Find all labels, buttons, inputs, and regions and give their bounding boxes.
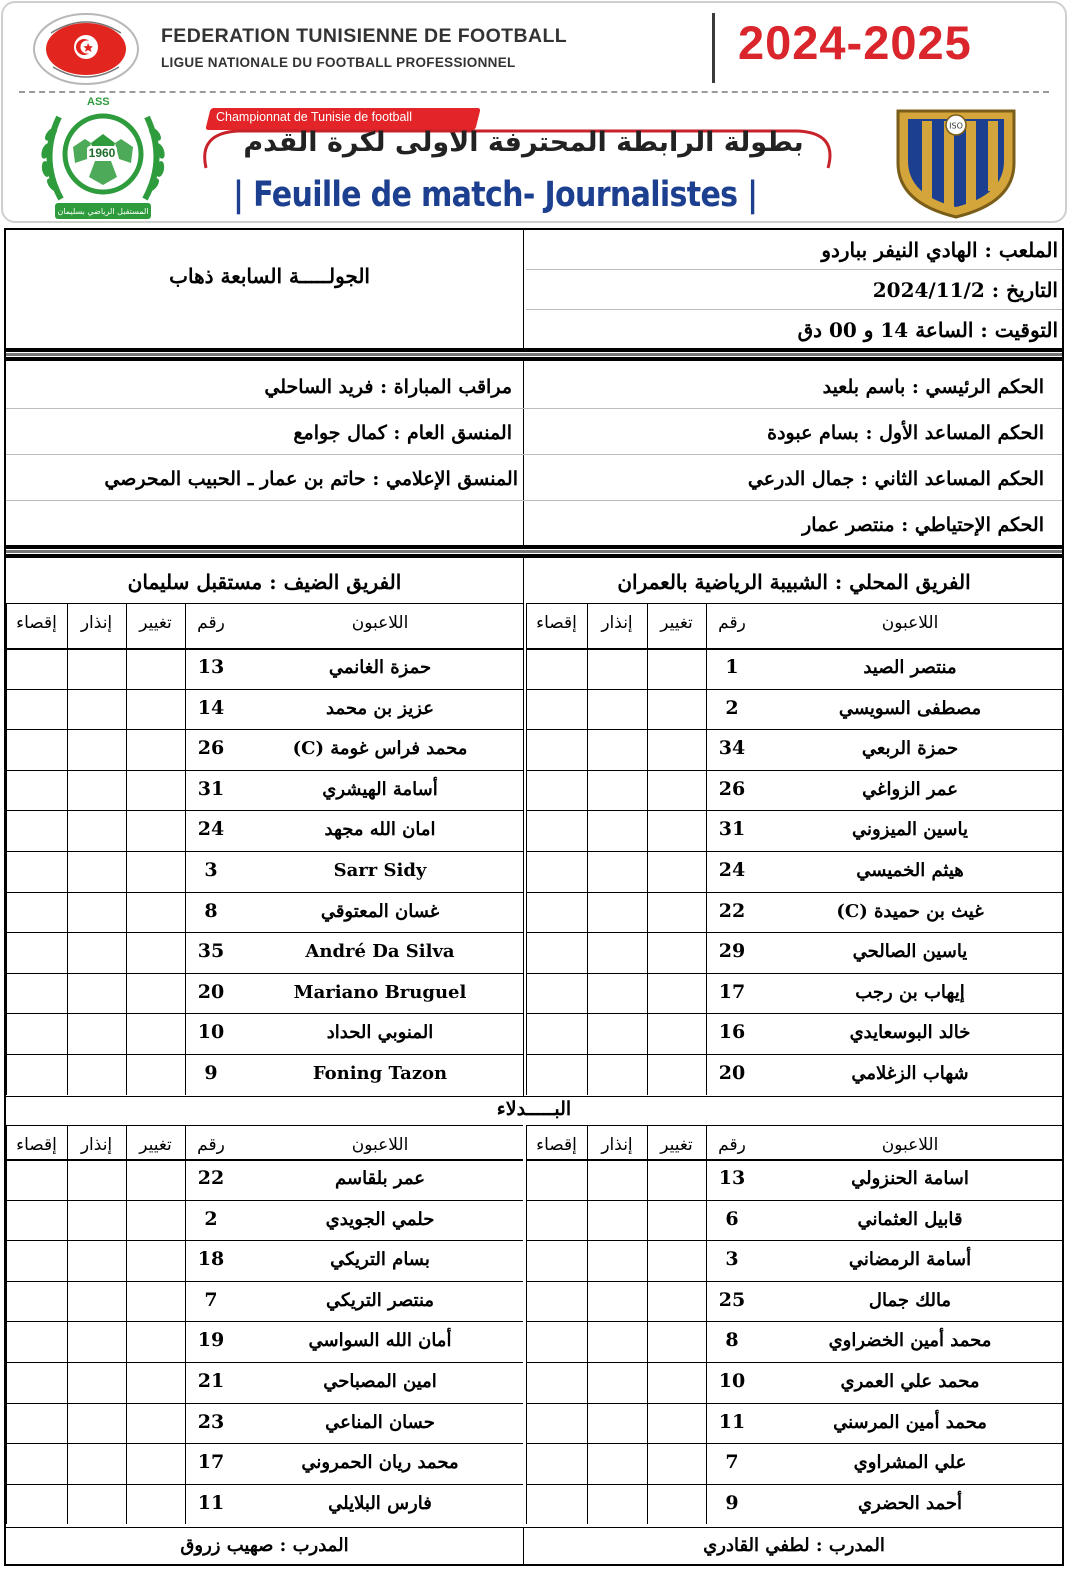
home-player-number: 34	[718, 737, 746, 760]
home-warn-cell[interactable]	[587, 1362, 647, 1403]
home-name-column-header: اللاعبون	[881, 613, 939, 633]
away-change-cell[interactable]	[126, 1443, 185, 1484]
home-num-column-header: رقم	[718, 613, 746, 633]
away-player-number: 19	[197, 1329, 225, 1352]
away-warn-cell[interactable]	[67, 810, 126, 851]
home-warn-cell[interactable]	[587, 1200, 647, 1241]
round-label: الجولـــــة السابعة ذهاب	[169, 264, 370, 288]
away-warn-cell[interactable]	[67, 729, 126, 770]
home-change-cell[interactable]	[647, 1321, 706, 1362]
header-dashed-divider	[19, 91, 1049, 93]
away-warn-cell[interactable]	[67, 1362, 126, 1403]
away-change-cell[interactable]	[126, 1362, 185, 1403]
away-change-cell[interactable]	[126, 770, 185, 811]
away-change-cell[interactable]	[126, 1281, 185, 1322]
away-player-number: 31	[197, 777, 225, 800]
away-player-name: André Da Silva	[305, 941, 455, 963]
away-player-number: 13	[197, 656, 225, 678]
home-warn-cell[interactable]	[587, 810, 647, 851]
away-player-number: 26	[197, 737, 225, 760]
away-exp-cell[interactable]	[6, 1362, 67, 1403]
home-player-name: ياسين الصالحي	[852, 941, 968, 963]
away-warn-cell[interactable]	[67, 973, 126, 1014]
away-player-name: Sarr Sidy	[333, 860, 427, 881]
home-num-column-header: رقم	[718, 1135, 746, 1155]
home-exp-cell[interactable]	[526, 648, 587, 689]
header-divider	[712, 13, 715, 83]
home-change-cell[interactable]	[647, 1484, 706, 1525]
away-change-cell[interactable]	[126, 1321, 185, 1362]
home-exp-cell[interactable]	[526, 1281, 587, 1322]
away-exp-cell[interactable]	[6, 1013, 67, 1054]
away-player-name: منتصر التريكي	[325, 1289, 435, 1311]
away-warn-cell[interactable]	[67, 648, 126, 689]
championship-label: Championnat de Tunisie de football	[216, 110, 412, 124]
away-exp-cell[interactable]	[6, 1281, 67, 1322]
away-change-cell[interactable]	[126, 810, 185, 851]
home-warn-cell[interactable]	[587, 729, 647, 770]
home-player-name: ياسين الميزوني	[852, 819, 968, 841]
home-change-cell[interactable]	[647, 1054, 706, 1095]
away-num-column-header: رقم	[197, 1135, 225, 1155]
away-warn-cell[interactable]	[67, 892, 126, 933]
away-warn-cell[interactable]	[67, 1281, 126, 1322]
home-change-cell[interactable]	[647, 932, 706, 973]
referee-label: الحكم الرئيسي : باسم بلعيد	[822, 376, 1044, 398]
home-player-name: مالك جمال	[868, 1289, 952, 1311]
away-exp-cell[interactable]	[6, 729, 67, 770]
home-warn-column-header: إنذار	[601, 1135, 633, 1155]
home-change-cell[interactable]	[647, 1443, 706, 1484]
home-player-number: 2	[725, 696, 739, 719]
away-exp-cell[interactable]	[6, 892, 67, 933]
home-change-column-header: تغيير	[660, 613, 693, 633]
away-warn-cell[interactable]	[67, 1013, 126, 1054]
home-player-name: علي المشراوي	[853, 1452, 967, 1474]
home-player-number: 17	[718, 980, 746, 1003]
home-warn-column-header: إنذار	[601, 613, 633, 633]
away-change-cell[interactable]	[126, 932, 185, 973]
home-exp-cell[interactable]	[526, 1200, 587, 1241]
away-player-name: المنوبي الحداد	[326, 1022, 434, 1044]
away-warn-cell[interactable]	[67, 770, 126, 811]
away-exp-cell[interactable]	[6, 1159, 67, 1200]
home-player-name: أحمد الحضري	[858, 1492, 962, 1514]
away-player-number: 20	[197, 980, 225, 1003]
home-change-cell[interactable]	[647, 689, 706, 730]
home-change-cell[interactable]	[647, 1281, 706, 1322]
away-coach-label: المدرب : صهيب زروق	[180, 1535, 349, 1556]
home-player-number: 6	[725, 1207, 739, 1230]
away-player-number: 7	[204, 1288, 218, 1311]
away-exp-cell[interactable]	[6, 810, 67, 851]
officials-row-line	[6, 500, 1062, 501]
away-player-number: 3	[204, 859, 218, 881]
home-player-name: خالد البوسعايدي	[849, 1022, 971, 1044]
stadium-label: الملعب : الهادي النيفر بباردو	[821, 238, 1058, 262]
away-player-name: عزيز بن محمد	[326, 697, 434, 719]
assistant1-label: الحكم المساعد الأول : بسام عبودة	[767, 422, 1044, 444]
section-separator	[6, 545, 1062, 558]
sheet-title: | Feuille de match- Journalistes |	[233, 175, 758, 215]
info-row-line	[526, 309, 1062, 310]
home-player-name: محمد أمين المرسني	[833, 1411, 987, 1433]
home-exp-cell[interactable]	[526, 1159, 587, 1200]
home-exp-cell[interactable]	[526, 892, 587, 933]
home-change-cell[interactable]	[647, 648, 706, 689]
home-logo-caption: المستقبل الرياضي بسليمان	[57, 207, 149, 216]
away-player-name: بسام التريكي	[330, 1249, 430, 1271]
home-player-number: 26	[718, 777, 746, 800]
home-player-name: شهاب الزغلامي	[851, 1063, 969, 1084]
away-player-name: Foning Tazon	[312, 1063, 448, 1084]
home-player-name: قابيل العثماني	[857, 1208, 963, 1230]
away-player-number: 21	[197, 1370, 225, 1392]
home-change-cell[interactable]	[647, 1200, 706, 1241]
away-player-name: فارس البلايلي	[328, 1492, 432, 1514]
away-change-cell[interactable]	[126, 1013, 185, 1054]
home-warn-cell[interactable]	[587, 892, 647, 933]
home-warn-cell[interactable]	[587, 1403, 647, 1444]
club-logo-abbr: ASS	[87, 96, 110, 108]
media-coordinator-label: المنسق الإعلامي : حاتم بن عمار ـ الحبيب المحرصي	[104, 468, 518, 490]
home-change-cell[interactable]	[647, 1362, 706, 1403]
away-exp-cell[interactable]	[6, 1200, 67, 1241]
away-change-cell[interactable]	[126, 892, 185, 933]
officials-row-line	[6, 408, 1062, 409]
away-player-number: 14	[197, 696, 225, 719]
home-player-number: 10	[718, 1370, 746, 1392]
home-player-number: 25	[718, 1288, 746, 1311]
away-player-number: 10	[197, 1021, 225, 1044]
home-player-number: 20	[718, 1062, 746, 1084]
home-exp-column-header: إقصاء	[536, 613, 577, 633]
info-row-line	[526, 269, 1062, 270]
away-exp-cell[interactable]	[6, 851, 67, 892]
home-name-column-header: اللاعبون	[881, 1135, 939, 1155]
away-change-cell[interactable]	[126, 1200, 185, 1241]
home-warn-cell[interactable]	[587, 932, 647, 973]
away-player-name: أسامة الهيشري	[322, 778, 438, 800]
away-player-number: 11	[197, 1491, 225, 1514]
away-player-name: غسان المعتوقي	[320, 900, 440, 922]
home-player-number: 24	[718, 859, 746, 881]
home-player-number: 7	[725, 1451, 739, 1474]
away-player-name: حسان المناعي	[325, 1411, 435, 1433]
away-exp-cell[interactable]	[6, 1054, 67, 1095]
home-warn-cell[interactable]	[587, 1013, 647, 1054]
away-exp-cell[interactable]	[6, 1240, 67, 1281]
away-player-number: 8	[204, 899, 218, 922]
home-warn-cell[interactable]	[587, 1159, 647, 1200]
home-warn-cell[interactable]	[587, 770, 647, 811]
substitutes-title: البـــــدلاء	[496, 1098, 572, 1120]
away-player-number: 18	[197, 1248, 225, 1271]
home-change-column-header: تغيير	[660, 1135, 693, 1155]
away-player-number: 9	[204, 1062, 218, 1084]
table-header-line	[6, 603, 523, 604]
home-change-cell[interactable]	[647, 1013, 706, 1054]
home-warn-cell[interactable]	[587, 1321, 647, 1362]
away-player-number: 2	[204, 1207, 218, 1230]
home-player-number: 31	[718, 818, 746, 841]
home-player-number: 16	[718, 1021, 746, 1044]
home-player-name: محمد علي العمري	[840, 1371, 980, 1392]
season-label: 2024-2025	[738, 16, 972, 69]
home-exp-cell[interactable]	[526, 1403, 587, 1444]
header-banner	[1, 1, 1067, 223]
away-team-title: الفريق الضيف : مستقبل سليمان	[127, 570, 402, 594]
home-exp-cell[interactable]	[526, 1054, 587, 1095]
away-change-cell[interactable]	[126, 1484, 185, 1525]
away-exp-column-header: إقصاء	[16, 1135, 57, 1155]
away-exp-cell[interactable]	[6, 973, 67, 1014]
away-name-column-header: اللاعبون	[351, 1135, 409, 1155]
away-warn-cell[interactable]	[67, 1240, 126, 1281]
away-warn-cell[interactable]	[67, 1484, 126, 1525]
home-exp-cell[interactable]	[526, 770, 587, 811]
table-header-line	[526, 1125, 1062, 1126]
home-exp-cell[interactable]	[526, 689, 587, 730]
home-exp-cell[interactable]	[526, 810, 587, 851]
away-player-name: امان الله مجهد	[324, 819, 436, 841]
away-exp-cell[interactable]	[6, 770, 67, 811]
home-player-number: 1	[725, 656, 739, 678]
league-arabic-title: بطولة الرابطة المحترفة الاولى لكرة القدم	[243, 127, 804, 158]
home-player-name: منتصر الصيد	[863, 657, 957, 678]
home-player-number: 11	[718, 1410, 746, 1433]
home-club-logo-icon	[888, 103, 1024, 219]
home-warn-cell[interactable]	[587, 1484, 647, 1525]
home-warn-cell[interactable]	[587, 1240, 647, 1281]
club-iso-label: ISO	[949, 121, 963, 131]
home-exp-cell[interactable]	[526, 1362, 587, 1403]
home-change-cell[interactable]	[647, 892, 706, 933]
away-change-cell[interactable]	[126, 1159, 185, 1200]
home-change-cell[interactable]	[647, 770, 706, 811]
away-change-cell[interactable]	[126, 648, 185, 689]
home-player-number: 3	[725, 1248, 739, 1271]
away-warn-cell[interactable]	[67, 851, 126, 892]
home-player-name: محمد أمين الخضراوي	[828, 1330, 992, 1352]
home-player-name: إيهاب بن رجب	[855, 981, 965, 1003]
home-exp-cell[interactable]	[526, 1240, 587, 1281]
away-warn-cell[interactable]	[67, 932, 126, 973]
club-logo-year: 1960	[88, 146, 116, 160]
away-player-number: 35	[197, 940, 225, 963]
league-name: LIGUE NATIONALE DU FOOTBALL PROFESSIONNEL	[161, 55, 516, 70]
time-label: التوقيت : الساعة 14 و 00 دق	[797, 318, 1058, 342]
away-exp-cell[interactable]	[6, 1403, 67, 1444]
home-warn-cell[interactable]	[587, 973, 647, 1014]
home-player-name: اسامة الحنزولي	[851, 1168, 969, 1189]
home-exp-cell[interactable]	[526, 1321, 587, 1362]
match-observer-label: مراقب المباراة : فريد الساحلي	[264, 376, 512, 398]
section-separator	[6, 348, 1062, 361]
home-coach-label: المدرب : لطفي القادري	[703, 1535, 885, 1556]
away-warn-cell[interactable]	[67, 689, 126, 730]
home-change-cell[interactable]	[647, 851, 706, 892]
away-change-column-header: تغيير	[139, 1135, 172, 1155]
home-change-cell[interactable]	[647, 729, 706, 770]
away-change-cell[interactable]	[126, 689, 185, 730]
home-player-name: حمزة الربعي	[861, 738, 959, 760]
home-away-club-logo-icon	[33, 99, 173, 221]
home-player-name: غيث بن حميدة (C)	[836, 900, 984, 922]
away-warn-cell[interactable]	[67, 1159, 126, 1200]
table-header-line	[526, 603, 1062, 604]
home-exp-cell[interactable]	[526, 851, 587, 892]
home-exp-cell[interactable]	[526, 973, 587, 1014]
away-change-column-header: تغيير	[139, 613, 172, 633]
away-warn-column-header: إنذار	[80, 1135, 113, 1155]
away-warn-cell[interactable]	[67, 1321, 126, 1362]
home-exp-cell[interactable]	[526, 1013, 587, 1054]
away-exp-cell[interactable]	[6, 1443, 67, 1484]
home-change-cell[interactable]	[647, 1240, 706, 1281]
home-warn-cell[interactable]	[587, 1443, 647, 1484]
info-divider	[523, 230, 524, 348]
away-change-cell[interactable]	[126, 851, 185, 892]
away-warn-cell[interactable]	[67, 1403, 126, 1444]
home-exp-cell[interactable]	[526, 1443, 587, 1484]
home-team-title: الفريق المحلي : الشبيبة الرياضية بالعمران	[617, 570, 971, 594]
home-change-cell[interactable]	[647, 973, 706, 1014]
away-change-cell[interactable]	[126, 1403, 185, 1444]
away-warn-column-header: إنذار	[80, 613, 113, 633]
home-player-name: مصطفى السويسي	[838, 697, 982, 719]
home-player-name: هيثم الخميسي	[856, 860, 964, 881]
away-player-number: 22	[197, 1167, 225, 1189]
away-change-cell[interactable]	[126, 1240, 185, 1281]
teams-divider	[523, 558, 524, 1096]
away-exp-cell[interactable]	[6, 932, 67, 973]
home-warn-cell[interactable]	[587, 689, 647, 730]
away-warn-cell[interactable]	[67, 1054, 126, 1095]
away-exp-cell[interactable]	[6, 1321, 67, 1362]
away-player-name: Mariano Bruguel	[293, 981, 467, 1003]
away-change-cell[interactable]	[126, 973, 185, 1014]
home-player-number: 8	[725, 1329, 739, 1352]
away-player-name: أمان الله السواسي	[308, 1330, 452, 1352]
officials-row-line	[6, 454, 1062, 455]
federation-logo-icon	[31, 11, 141, 87]
away-change-cell[interactable]	[126, 1054, 185, 1095]
away-name-column-header: اللاعبون	[351, 613, 409, 633]
table-header-line	[6, 1125, 523, 1126]
fourth-official-label: الحكم الإحتياطي : منتصر عمار	[802, 514, 1044, 536]
home-exp-cell[interactable]	[526, 1484, 587, 1525]
away-warn-cell[interactable]	[67, 1443, 126, 1484]
home-player-name: أسامة الرمضاني	[848, 1249, 972, 1271]
away-change-cell[interactable]	[126, 729, 185, 770]
away-exp-cell[interactable]	[6, 648, 67, 689]
home-player-number: 9	[725, 1491, 739, 1514]
federation-name: FEDERATION TUNISIENNE DE FOOTBALL	[161, 25, 568, 47]
home-change-cell[interactable]	[647, 1159, 706, 1200]
away-player-number: 24	[197, 818, 225, 841]
coach-divider	[523, 1527, 524, 1564]
home-player-name: عمر الزواغي	[862, 778, 958, 800]
away-player-name: عمر بلقاسم	[335, 1168, 425, 1189]
away-player-number: 23	[197, 1410, 225, 1433]
general-coordinator-label: المنسق العام : كمال جوامع	[293, 422, 512, 444]
home-player-number: 22	[718, 899, 746, 922]
home-warn-cell[interactable]	[587, 851, 647, 892]
away-player-number: 17	[197, 1451, 225, 1474]
substitutes-line	[6, 1096, 1062, 1097]
coach-line	[6, 1527, 1062, 1528]
home-exp-cell[interactable]	[526, 932, 587, 973]
away-player-name: محمد فراس غومة (C)	[292, 738, 468, 760]
home-warn-cell[interactable]	[587, 1281, 647, 1322]
home-warn-cell[interactable]	[587, 648, 647, 689]
home-change-cell[interactable]	[647, 810, 706, 851]
officials-divider	[523, 361, 524, 545]
away-exp-cell[interactable]	[6, 689, 67, 730]
date-label: التاريخ : 2024/11/2	[872, 278, 1058, 302]
away-player-name: محمد ريان الحمروني	[301, 1452, 459, 1474]
assistant2-label: الحكم المساعد الثاني : جمال الدرعي	[747, 468, 1044, 490]
away-num-column-header: رقم	[197, 613, 225, 633]
home-exp-cell[interactable]	[526, 729, 587, 770]
home-player-number: 29	[718, 940, 746, 963]
away-exp-cell[interactable]	[6, 1484, 67, 1525]
home-warn-cell[interactable]	[587, 1054, 647, 1095]
away-player-name: حلمي الجويدي	[325, 1208, 435, 1230]
match-sheet-table	[4, 228, 1064, 1566]
away-warn-cell[interactable]	[67, 1200, 126, 1241]
home-player-number: 13	[718, 1167, 746, 1189]
home-change-cell[interactable]	[647, 1403, 706, 1444]
home-exp-column-header: إقصاء	[536, 1135, 577, 1155]
away-player-name: امين المصباحي	[323, 1371, 437, 1392]
away-exp-column-header: إقصاء	[16, 613, 57, 633]
away-player-name: حمزة الغانمي	[328, 657, 432, 678]
